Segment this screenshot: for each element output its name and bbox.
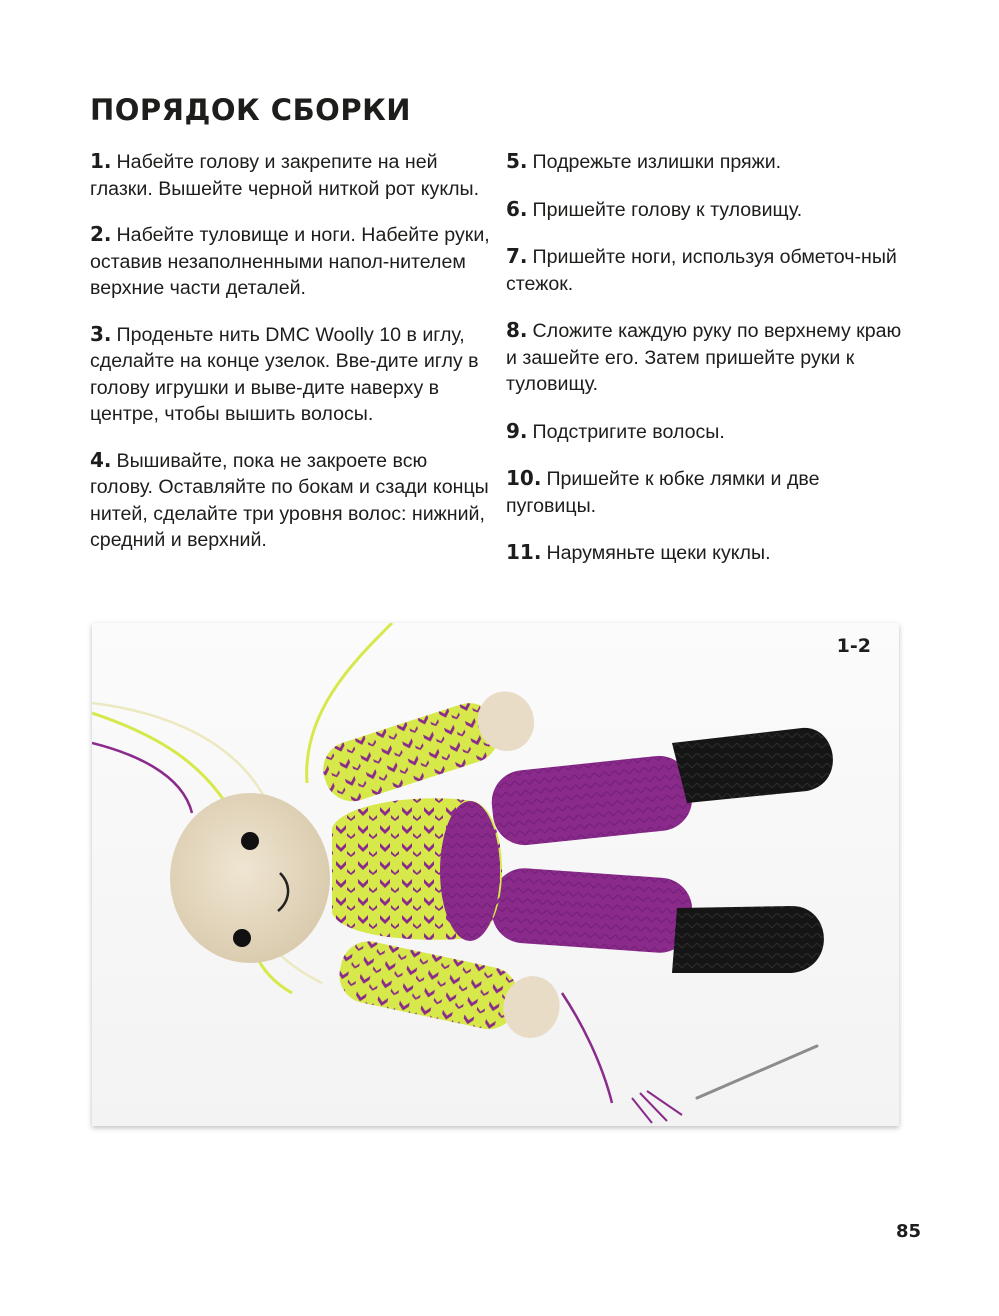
step-number: 6. [506, 196, 528, 221]
step-text: Нарумяньте щеки куклы. [546, 542, 771, 564]
step-text: Сложите каждую руку по верхнему краю и зашейте его. Затем пришейте руки к туловищу. [506, 320, 902, 395]
doll-leg-lower [490, 866, 695, 955]
step-number: 7. [506, 244, 528, 268]
doll-leg-upper [489, 753, 696, 848]
doll-boot-upper [672, 728, 833, 803]
step-number: 3. [90, 321, 112, 346]
step-number: 11. [506, 540, 542, 564]
doll-boot-lower [672, 906, 824, 973]
yarn-tassel [632, 1091, 682, 1123]
steps-column-left [90, 148, 495, 573]
step-text: Подрежьте излишки пряжи. [532, 151, 782, 173]
step-item [90, 148, 495, 202]
step-item [90, 447, 495, 554]
step-text: Пришейте голову к туловищу. [532, 198, 803, 221]
step-item [506, 418, 911, 446]
step-item [90, 221, 495, 302]
steps-column-right [506, 148, 911, 587]
step-item [90, 321, 495, 428]
step-number: 4. [90, 447, 112, 472]
step-number: 8. [506, 318, 528, 342]
doll-eye-icon [241, 832, 259, 850]
doll-arm-lower [334, 936, 565, 1043]
step-number: 10. [506, 466, 542, 490]
step-text: Пришейте ноги, используя обметоч-ный стежок. [506, 246, 897, 295]
doll-photo [92, 623, 899, 1126]
doll-skirt-edge [440, 801, 500, 941]
step-text: Проденьте нить DMC Woolly 10 в иглу, сделайте на конце узелок. Вве-дите иглу в голову игрушки и выве-дите наверху в центре, чтобы вышить волосы. [90, 323, 479, 425]
photo-label: 1-2 [836, 635, 871, 657]
needle-icon [697, 1046, 817, 1098]
step-text: Подстригите волосы. [532, 420, 725, 443]
doll-eye-icon [233, 929, 251, 947]
step-number: 9. [506, 418, 528, 443]
step-item [506, 148, 911, 176]
page-title: ПОРЯДОК СБОРКИ [90, 93, 412, 127]
step-item [506, 317, 911, 398]
step-text: Набейте голову и закрепите на ней глазки. Вышейте черной ниткой рот куклы. [90, 151, 480, 200]
step-number: 5. [506, 149, 528, 173]
crochet-doll-illustration [92, 623, 899, 1126]
step-number: 1. [90, 149, 112, 173]
step-text: Пришейте к юбке лямки и две пуговицы. [506, 468, 820, 517]
step-item [506, 196, 911, 224]
step-item [506, 539, 911, 567]
step-text: Вышивайте, пока не закроете всю голову. Оставляйте по бокам и сзади концы нитей, сделайте три уровня волос: нижний, средний и верхний. [90, 449, 489, 551]
yarn-strand [562, 993, 612, 1103]
step-item [506, 465, 911, 519]
page-number: 85 [896, 1221, 922, 1242]
step-item [506, 243, 911, 297]
step-text: Набейте туловище и ноги. Набейте руки, оставив незаполненными напол-нителем верхние части деталей. [90, 224, 490, 299]
step-number: 2. [90, 222, 112, 246]
